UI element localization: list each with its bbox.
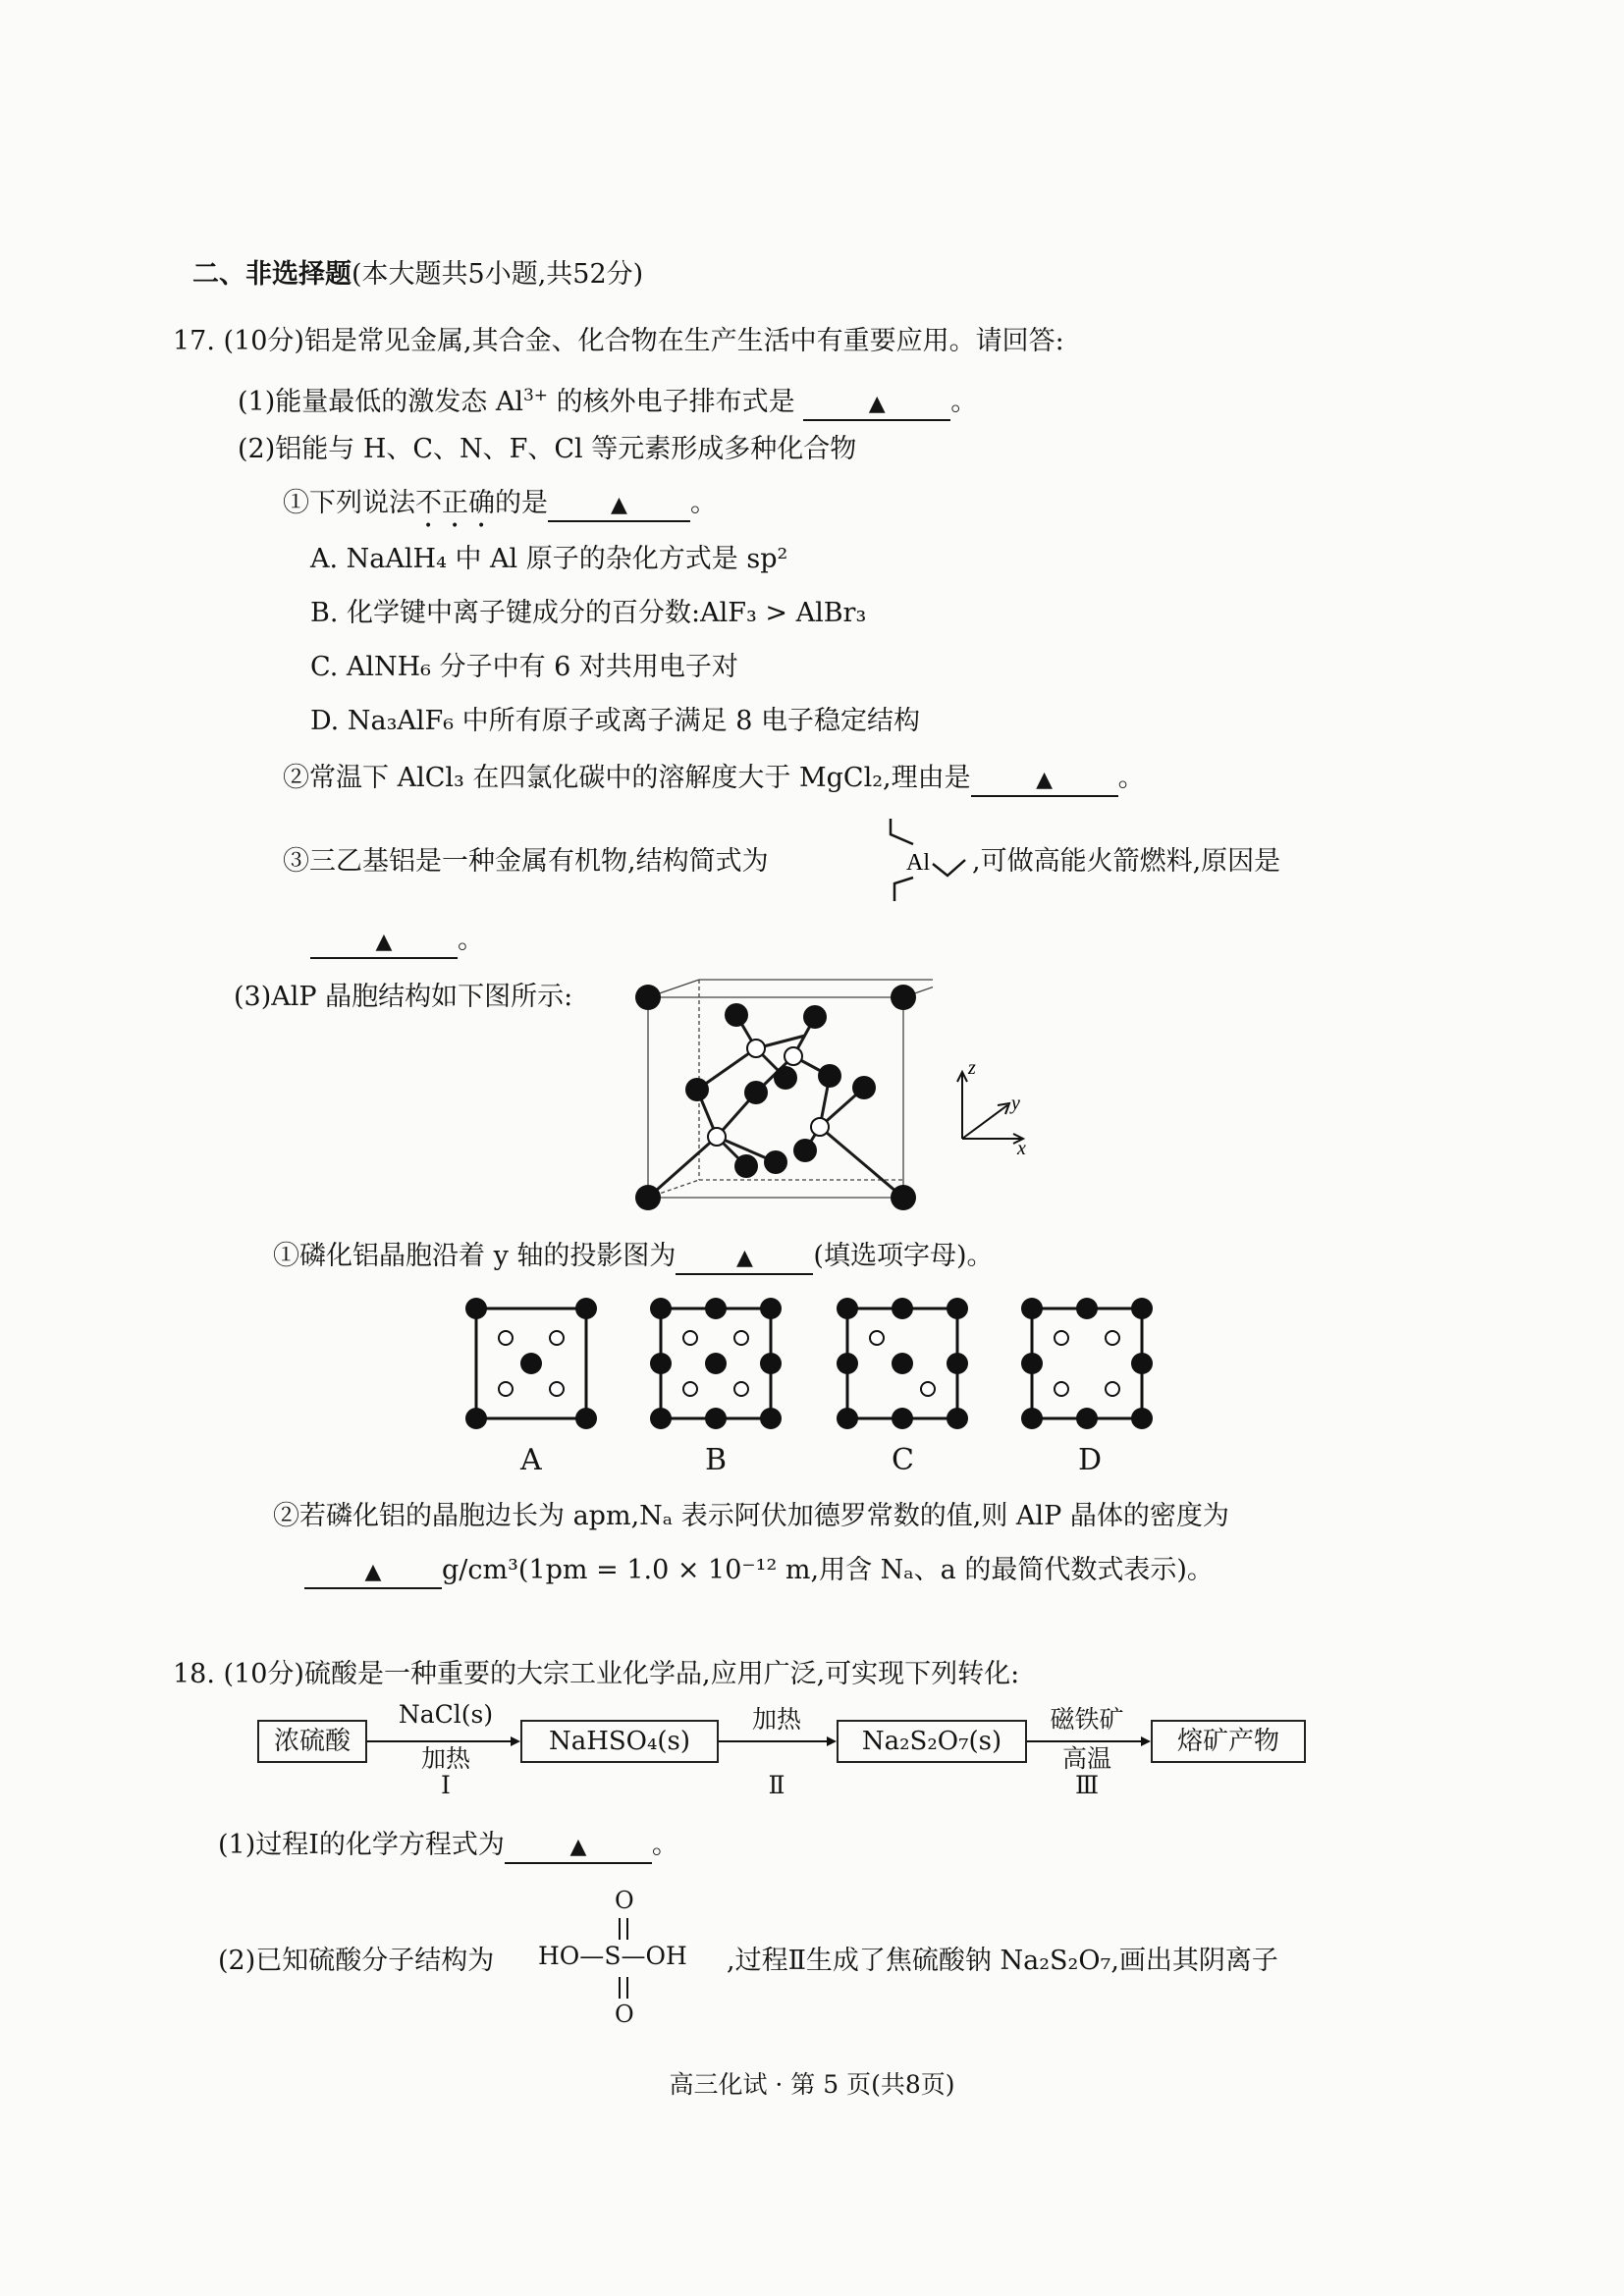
- structure-middle: [538, 1942, 687, 1970]
- q17-part1-suffix: 的核外电子排布式是: [548, 387, 795, 417]
- period: 。: [651, 1830, 678, 1860]
- oxygen-top: O: [615, 1887, 634, 1914]
- option-c: C. AlNH₆ 分子中有 6 对共用电子对: [310, 652, 738, 682]
- double-bond-bottom: [619, 1977, 628, 1999]
- q18-part1-text: (1)过程Ⅰ的化学方程式为: [218, 1830, 505, 1860]
- q17-part2-3-text: ③三乙基铝是一种金属有机物,结构简式为: [283, 846, 769, 877]
- flow-arrow1-condition: 加热: [420, 1744, 470, 1773]
- q17-part3-2-answer: [304, 1553, 1214, 1589]
- answer-mark-icon: ▲: [569, 1835, 587, 1859]
- q17-part2-2-text: ②常温下 AlCl₃ 在四氯化碳中的溶解度大于 MgCl₂,理由是: [283, 763, 971, 793]
- period: 。: [458, 925, 484, 955]
- flow-arrow3-reagent: 磁铁矿: [1050, 1705, 1124, 1734]
- flow-box-nahso4: NaHSO₄(s): [520, 1720, 719, 1763]
- flow-step-3: Ⅲ: [1074, 1771, 1100, 1799]
- answer-blank[interactable]: [304, 1556, 442, 1589]
- q17-part2-1: [283, 486, 717, 534]
- q17-part3: (3)AlP 晶胞结构如下图所示:: [234, 982, 573, 1012]
- answer-mark-icon: ▲: [735, 1246, 753, 1270]
- q17-part3-1-text: ①磷化铝晶胞沿着 y 轴的投影图为: [273, 1241, 677, 1271]
- flow-box-concentrated-sulfuric-acid: 浓硫酸: [257, 1720, 367, 1763]
- q17-intro: [173, 324, 1064, 359]
- double-bond-top: [619, 1918, 628, 1940]
- ethyl-bond-right: [933, 860, 965, 876]
- q17-part2-2: [283, 761, 1145, 797]
- q17-part2-3-b: ,可做高能火箭燃料,原因是: [972, 846, 1281, 877]
- density-unit-text: g/cm³(1pm = 1.0 × 10⁻¹² m,用含 Nₐ、a 的最简代数式表示)。: [442, 1555, 1214, 1585]
- period: 。: [950, 387, 978, 417]
- q17-score: (10分): [223, 326, 304, 356]
- projection-label-d: D: [1078, 1443, 1103, 1477]
- q17-part2: (2)铝能与 H、C、N、F、Cl 等元素形成多种化合物: [238, 434, 857, 464]
- flow-arrow1-reagent: NaCl(s): [398, 1700, 494, 1729]
- alp-unit-cell-figure: [619, 970, 933, 1225]
- projection-option-d[interactable]: [1017, 1294, 1164, 1441]
- projection-label-a: A: [520, 1443, 542, 1477]
- answer-blank[interactable]: [310, 926, 458, 959]
- section-note: (本大题共5小题,共52分): [352, 259, 644, 290]
- answer-blank[interactable]: [971, 764, 1118, 797]
- answer-mark-icon: ▲: [364, 1560, 382, 1584]
- z-label: z: [968, 1060, 976, 1079]
- ethyl-bond-bottom: [894, 878, 913, 901]
- q17-part2-3-answer: [310, 923, 484, 959]
- q17-part2-3: [283, 844, 769, 880]
- flow-step-2: Ⅱ: [768, 1771, 785, 1799]
- answer-mark-icon: ▲: [868, 392, 886, 416]
- projection-label-b: B: [705, 1443, 728, 1477]
- q17-part3-2: ②若磷化铝的晶胞边长为 apm,Nₐ 表示阿伏加德罗常数的值,则 AlP 晶体的密度为: [273, 1501, 1229, 1531]
- q18-part2: (2)已知硫酸分子结构为: [218, 1946, 495, 1976]
- q18-score: (10分): [223, 1659, 304, 1689]
- triethylaluminum-structure: [879, 807, 977, 905]
- flow-arrow2-condition: 加热: [751, 1705, 801, 1734]
- answer-blank[interactable]: [676, 1242, 813, 1275]
- projection-option-c[interactable]: [833, 1294, 980, 1441]
- section-title: 二、非选择题: [192, 259, 352, 290]
- answer-mark-icon: ▲: [375, 930, 393, 954]
- q18-intro-text: 硫酸是一种重要的大宗工业化学品,应用广泛,可实现下列转化:: [303, 1659, 1020, 1689]
- answer-blank[interactable]: [505, 1831, 652, 1864]
- charge-superscript: 3+: [522, 386, 549, 405]
- q18-number: 18.: [173, 1659, 215, 1689]
- x-label: x: [1017, 1138, 1026, 1158]
- projection-label-c: C: [892, 1443, 914, 1477]
- p-atoms-white: [708, 1040, 829, 1146]
- period: 。: [1117, 763, 1145, 793]
- q17-part1-text: (1)能量最低的激发态 Al: [238, 387, 523, 417]
- projection-option-a[interactable]: [461, 1294, 609, 1441]
- q17-part2-1-text: ①下列说法: [283, 488, 415, 518]
- flow-box-product: 熔矿产物: [1151, 1720, 1306, 1763]
- q17-part3-1: [273, 1239, 994, 1275]
- q17-part3-1-suffix: (填选项字母)。: [813, 1241, 994, 1271]
- flow-box-na2s2o7: Na₂S₂O₇(s): [837, 1720, 1027, 1763]
- option-a: A. NaAlH₄ 中 Al 原子的杂化方式是 sp²: [310, 544, 788, 574]
- sulfur-atom: S: [604, 1942, 622, 1970]
- y-axis: [962, 1105, 1007, 1139]
- q18-part2-b: ,过程Ⅱ生成了焦硫酸钠 Na₂S₂O₇,画出其阴离子: [727, 1946, 1278, 1976]
- q17-intro-text: 铝是常见金属,其合金、化合物在生产生活中有重要应用。请回答:: [303, 326, 1064, 356]
- q17-part1: [238, 378, 977, 421]
- al-atom-label: Al: [906, 850, 930, 876]
- projection-option-b[interactable]: [646, 1294, 793, 1441]
- flow-arrow3-condition: 高温: [1061, 1744, 1111, 1773]
- emphasized-text: 不正确: [415, 488, 495, 518]
- q18-part1: [218, 1828, 678, 1864]
- y-label: y: [1011, 1093, 1020, 1114]
- axis-indicator: [952, 1060, 1041, 1158]
- answer-mark-icon: ▲: [1036, 768, 1054, 792]
- option-d: D. Na₃AlF₆ 中所有原子或离子满足 8 电子稳定结构: [310, 706, 921, 736]
- q17-number: 17.: [173, 326, 215, 356]
- answer-blank[interactable]: [548, 489, 690, 522]
- ethyl-bond-top: [891, 819, 913, 844]
- flow-arrows: [0, 1708, 1624, 1787]
- page-footer: 高三化试 · 第 5 页(共8页): [669, 2070, 955, 2099]
- section-header: [192, 257, 643, 293]
- hydroxyl-left: HO—: [538, 1942, 605, 1970]
- answer-mark-icon: ▲: [611, 493, 627, 517]
- al-atoms-black: [635, 985, 916, 1210]
- answer-blank[interactable]: [803, 388, 950, 421]
- sulfuric-acid-structure: [538, 1887, 734, 2034]
- option-b: B. 化学键中离子键成分的百分数:AlF₃ > AlBr₃: [310, 598, 867, 628]
- flow-step-1: Ⅰ: [441, 1771, 451, 1799]
- period: 。: [690, 488, 717, 518]
- hydroxyl-right: —OH: [621, 1942, 687, 1970]
- q18-intro: [173, 1657, 1019, 1692]
- q17-part2-1-suffix: 的是: [495, 488, 548, 518]
- oxygen-bottom: O: [615, 2001, 634, 2028]
